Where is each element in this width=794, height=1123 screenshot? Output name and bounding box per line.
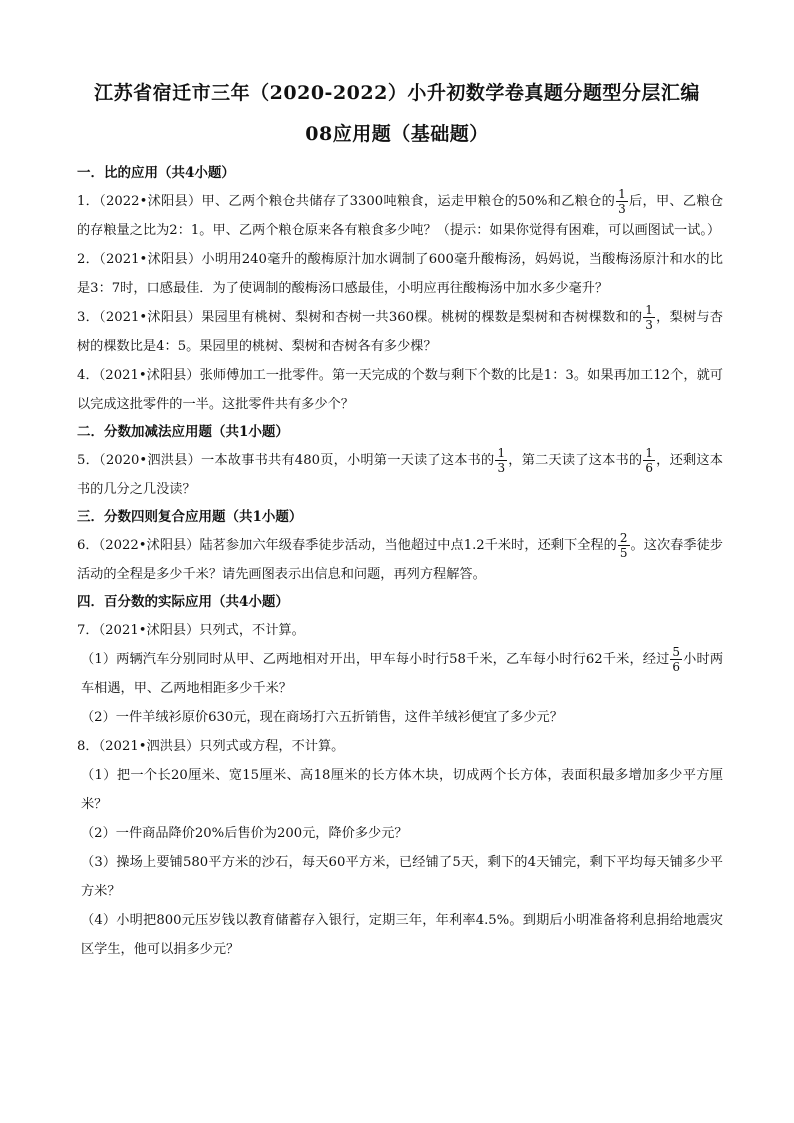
question-5: 5．（2020•泗洪县）一本故事书共有480页，小明第一天读了这本书的 $\frac{1}{3}$ ，第二天读了这本书的 $\frac{1}{6}$ ，还剩这本书的几分之几没读？ bbox=[77, 446, 723, 497]
question-8-part-3: （3）操场上要铺580平方米的沙石，每天60平方米，已经铺了5天，剩下的4天铺完，剩下平均每天铺多少平方米？ bbox=[81, 855, 723, 899]
fraction: $\frac{5}{6}$ bbox=[672, 645, 681, 674]
question-6: 6．（2022•沭阳县）陆茗参加六年级春季徒步活动，当他超过中点1.2千米时，还剩下全程的 $\frac{2}{5}$ 。这次春季徒步活动的全程是多少千米？请先画图表示出信息和问题，再列方程解答。 bbox=[77, 531, 723, 582]
fraction: $\frac{1}{6}$ bbox=[645, 446, 653, 475]
fraction: $\frac{1}{3}$ bbox=[645, 303, 653, 332]
question-4: 4．（2021•沭阳县）张师傅加工一批零件。第一天完成的个数与剩下个数的比是1：3。如果再加工12个，就可以完成这批零件的一半。这批零件共有多少个？ bbox=[77, 368, 723, 412]
question-8-part-4: （4）小明把800元压岁钱以教育储蓄存入银行，定期三年，年利率4.5%。到期后小明准备将利息捐给地震灾区学生，他可以捐多少元？ bbox=[81, 913, 723, 957]
question-7-part-2: （2）一件羊绒衫原价630元，现在商场打六五折销售，这件羊绒衫便宜了多少元？ bbox=[81, 710, 563, 725]
question-8-part-1: （1）把一个长20厘米、宽15厘米、高18厘米的长方体木块，切成两个长方体，表面积最多增加多少平方厘米？ bbox=[81, 768, 723, 812]
section-heading: 二．分数加减法应用题（共1小题） bbox=[77, 424, 289, 440]
question-1: 1．（2022•沭阳县）甲、乙两个粮仓共储存了3300吨粮食，运走甲粮仓的50%和乙粮仓的 $\frac{1}{3}$ 后，甲、乙粮仓的存粮量之比为2：1。甲、乙两个粮仓原来各有粮食多少吨？（提示：如果你觉得有困难，可以画图试一试。） bbox=[77, 187, 724, 238]
section-heading: 三．分数四则复合应用题（共1小题） bbox=[77, 509, 303, 525]
doc-subtitle: 08应用题（基础题） bbox=[305, 123, 489, 145]
question-7-part-1: （1）两辆汽车分别同时从甲、乙两地相对开出，甲车每小时行58千米，乙车每小时行62千米，经过 $\frac{5}{6}$ 小时两车相遇，甲、乙两地相距多少千米？ bbox=[81, 645, 724, 696]
question-3: 3．（2021•沭阳县）果园里有桃树、梨树和杏树一共360棵。桃树的棵数是梨树和杏树棵数和的 $\frac{1}{3}$ ，梨树与杏树的棵数比是4：5。果园里的桃树、梨树和杏树各有多少棵？ bbox=[77, 303, 723, 354]
question-8-part-2: （2）一件商品降价20%后售价为200元，降价多少元？ bbox=[81, 826, 408, 841]
fraction: $\frac{2}{5}$ bbox=[619, 531, 628, 560]
section-heading: 四．百分数的实际应用（共4小题） bbox=[77, 594, 289, 610]
question-2: 2．（2021•沭阳县）小明用240毫升的酸梅原汁加水调制了600毫升酸梅汤，妈妈说，当酸梅汤原汁和水的比是3：7时，口感最佳．为了使调制的酸梅汤口感最佳，小明应再往酸梅汤中加水多少毫升？ bbox=[77, 252, 723, 296]
question-list bbox=[77, 160, 723, 964]
doc-title: 江苏省宿迁市三年（2020-2022）小升初数学卷真题分题型分层汇编 bbox=[94, 82, 700, 104]
fraction: $\frac{1}{3}$ bbox=[618, 187, 626, 216]
fraction: $\frac{1}{3}$ bbox=[497, 446, 506, 475]
question-7: 7．（2021•沭阳县）只列式，不计算。 bbox=[77, 623, 305, 638]
question-8: 8．（2021•泗洪县）只列式或方程，不计算。 bbox=[77, 739, 345, 754]
section-heading: 一．比的应用（共4小题） bbox=[77, 165, 235, 181]
